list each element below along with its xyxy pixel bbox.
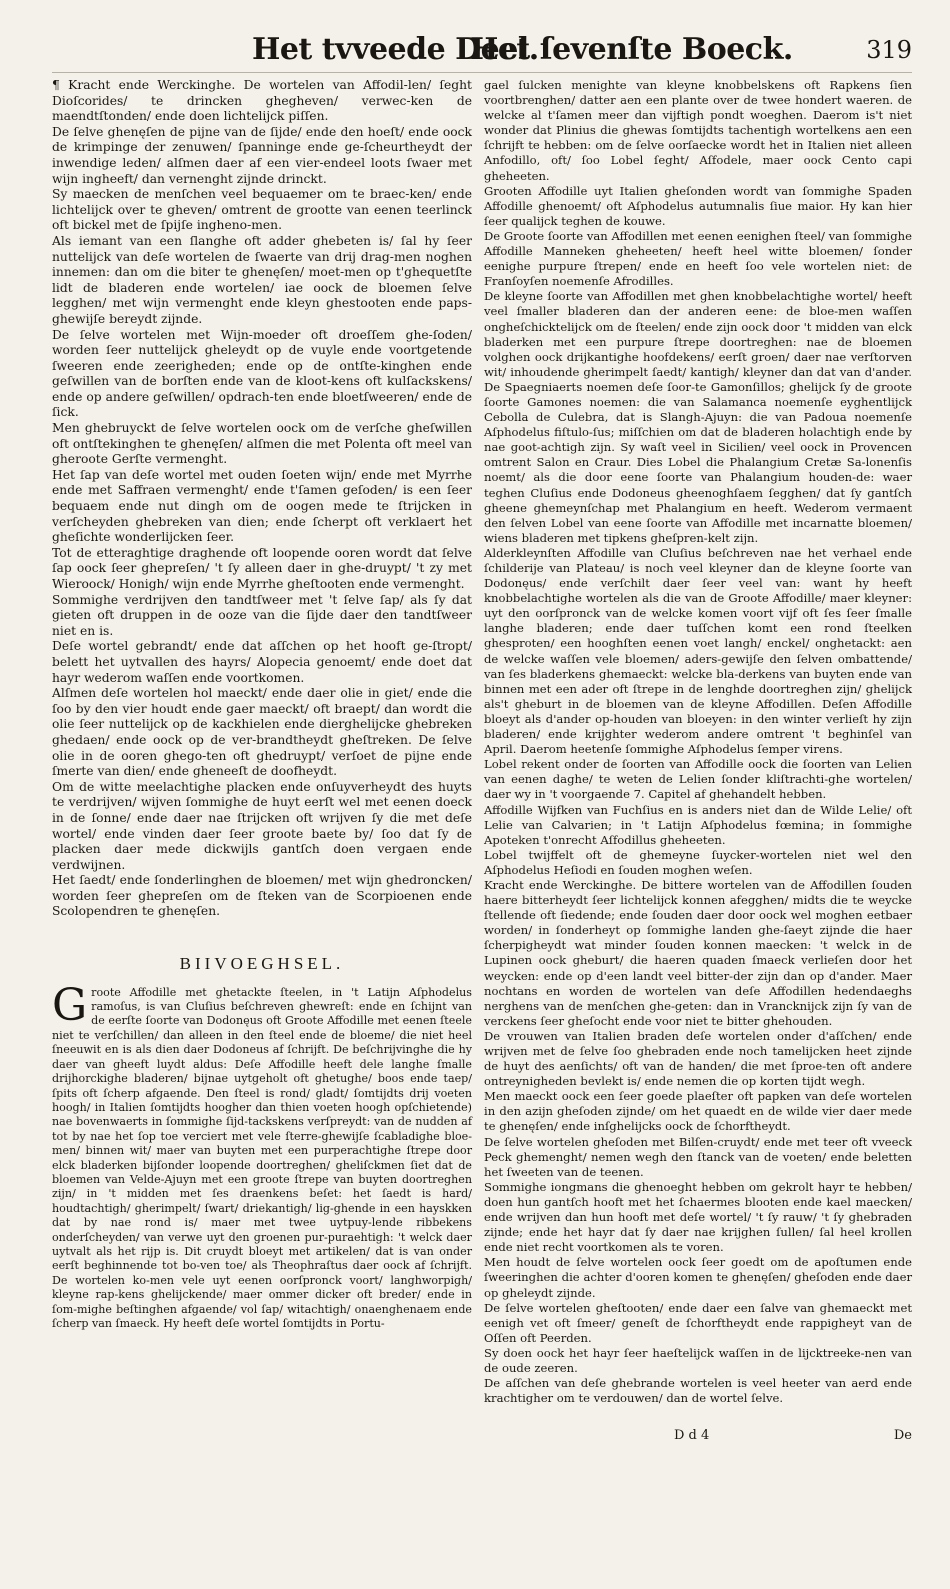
paragraph: Grooten Affodille uyt Italien gheſonden wordt van ſommighe Spaden Affodille ghenoemt/ oft Aſphodelus autumnalis ſiue maior. Hy kan hier ſeer qualijck teghen de kouwe. [484, 183, 912, 228]
paragraph: gael ſulcken menighte van kleyne knobbelskens oft Rapkens ſien voortbrenghen/ datter aen een plante over de twee hondert waeren. de welcke al t'ſamen meer dan vijftigh pondt woeghen. Daerom is't niet wonder dat Plinius die ghewas ſomtijdts tachentigh wortelkens aen een ſchrijft te hebben: om de ſelve oorſaecke wordt het in Italien niet alleen Anfodillo, oft/ ſoo Lobel ſeght/ Aſfodele, maer oock Cento capi gheheeten. [484, 78, 912, 183]
paragraph: Alderkleynſten Affodille van Cluſius beſchreven nae het verhael ende ſchilderije van Plateau/ is noch veel kleyner dan de kleyne ſoorte van Dodonęus/ ende verſchilt daer ſeer veel van: want hy heeft knobbelachtighe wortelen als die van de Groote Affodille/ maer kleyner: uyt den oorſpronck van de welcke komen voort vijf oft ſes ſeer ſmalle langhe bladeren; ende daer tuſſchen komt een rond ſteelken ghesproten/ een hooghſten eenen voet langh/ enckel/ onghetackt: aen de welcke waſſen vele bloemen/ aders-gewijſe den ſelven ombattende/ van ſes bladerkens ghemaeckt: welcke bla-derkens van buyten ende van binnen met een ader oft ſtrepe in de lenghde doortreghen zijn/ ghelijck als't gheburt in de bloemen van de kleyne Affodillen. Deſen Affodille bloeyt als d'ander op-houden van bloeyen: in den winter verlieſt hy zijn bladeren/ ende krijghter wederom andere omtrent 't beghinſel van April. Daerom heetenſe ſommighe Aſphodelus ſemper virens. [484, 545, 912, 757]
paragraph: De Groote ſoorte van Affodillen met eenen eenighen ſteel/ van ſommighe Affodille Manneken gheheeten/ heeft heel witte bloemen/ ſonder eenighe purpure ſtrepen/ ende en heeft ſoo vele wortelen niet: de Franſoyſen noemenſe Afrodilles. [484, 228, 912, 289]
book-title: Het ſevenſte Boeck. [470, 32, 793, 67]
paragraph: Als iemant van een ſlanghe oft adder ghebeten is/ ſal hy ſeer nuttelijck van deſe wortelen de ſwaerte van drij drag-men noghen innemen: dan om die biter te ghenęſen/ moet-men op t'ghequetſte lidt de bladeren ende wortelen/ iae oock de bloemen ſelve legghen/ met wijn vermenght ende kleyn ghestooten ende paps-ghewijſe bereydt zijnde. [52, 233, 472, 326]
paragraph: De ſelve wortelen met Wijn-moeder oft droeſſem ghe-ſoden/ worden ſeer nuttelijck gheleydt op de vuyle ende voortgetende ſweeren ende zeerigheden; ende op de ontſte-kinghen ende geſwillen van de borſten ende van de kloot-kens oft kulſackskens/ ende op andere geſwillen/ opdrach-ten ende bloetſweeren/ ende de ſick. [52, 327, 472, 420]
catchword: De [893, 1428, 912, 1443]
paragraph: Lobel twijffelt oft de ghemeyne ſuycker-wortelen niet wel den Aſphodelus Heſiodi en ſouden moghen weſen. [484, 847, 912, 877]
paragraph: Affodille Wijfken van Fuchſius en is anders niet dan de Wilde Lelie/ oft Lelie van Calvarien; in 't Latijn Aſphodelus fœmina; in ſommighe Apoteken t'onrecht Aſfodillus gheheeten. [484, 802, 912, 847]
paragraph: De ſelve wortelen gheſoden met Bilſen-cruydt/ ende met teer oft vveeck Peck ghemenght/ nemen wegh den ſtanck van de voeten/ ende beletten het ſweeten van de teenen. [484, 1134, 912, 1179]
bijvoeghsel-paragraph [52, 979, 472, 1332]
paragraph: De aſſchen van deſe ghebrande wortelen is veel heeter van aerd ende krachtigher om te verdouwen/ dan de wortel ſelve. [484, 1376, 912, 1406]
page-footer [484, 1428, 912, 1450]
right-column-paragraphs [484, 78, 912, 1406]
paragraph: Deſe wortel gebrandt/ ende dat aſſchen op het hooft ge-ſtropt/ belett het uytvallen des hayrs/ Alopecia genoemt/ ende doet dat hayr wederom waſſen ende voortkomen. [52, 639, 472, 685]
paragraph: Sommighe verdrijven den tandtſweer met 't ſelve ſap/ als ſy dat gieten oft druppen in de ooze van die ſijde daer den tandtſweer niet en is. [52, 592, 472, 638]
page-number: 319 [866, 36, 912, 64]
paragraph: Sy doen oock het hayr ſeer haeſtelijck waſſen in de lijcktreeke-nen van de oude zeeren. [484, 1345, 912, 1375]
paragraph: Men houdt de ſelve wortelen oock ſeer goedt om de apoſtumen ende ſweeringhen die achter d'ooren komen te ghenęſen/ gheſoden ende daer op gheleydt zijnde. [484, 1255, 912, 1300]
bijvoeghsel-section [52, 979, 472, 1332]
paragraph: Sy maecken de menſchen veel bequaemer om te braec-ken/ ende lichtelijck over te gheven/ omtrent de grootte van eenen teerlinck oft bickel met de ſpijſe ingheno-men. [52, 187, 472, 233]
paragraph: ¶ Kracht ende Werckinghe. De wortelen van Affodil-len/ ſeght Dioſcorides/ te drincken ghegheven/ verwec-ken de maendtſtonden/ ende doen lichtelijck piſſen. [52, 78, 472, 124]
bijvoeghsel-text: roote Affodille met ghetackte ſteelen, in 't Latijn Aſphodelus ramoſus, is van Cluſius beſchreven ghewreſt: ende en ſchijnt van de eerſte ſoorte van Dodonęus oft Groote Affodille met eenen ſteele niet te verſchillen/ dan alleen in den ſteel ende de bloeme/ die niet heel ſneeuwit en is als dien daer Dodoneus af ſchrijft. De beſchrijvinghe die hy daer van gheeft luydt aldus: Deſe Affodille heeft dele langhe ſmalle drijhorckighe bladeren/ bijnae uytgeholt oft ghetughe/ boos ende taep/ ſpits oft ſcherp afgaende. Den ſteel is rond/ gladt/ ſomtijdts drij voeten hoogh/ in Italien ſomtijdts hoogher dan thien voeten hoogh opſchietende) nae bovenwaerts in ſommighe ſijd-tackskens verſpreydt: van de nudden af tot by nae het ſop toe verciert met vele ſterre-ghewijſe ſcabladighe bloe-men/ binnen wit/ maer van buyten met een purperachtighe ſtrepe door elck bladerken bijſonder loopende doortreghen/ gheliſckmen ſiet dat de bloemen van Velde-Ajuyn met een groote ſtrepe van buyten doortreghen zijn/ in 't midden met ſes draenkens beſet: het ſaedt is hard/ houdtachtigh/ gherimpelt/ ſwart/ driekantigh/ lig-ghende in een hayskken dat by nae rond is/ maer met twee uytpuy-lende ribbekens onderſcheyden/ van verwe uyt den groenen pur-puraehtigh: 't welck daer uytvalt als het rijp is. Dit cruydt bloeyt met artikelen/ dat is van onder eerſt beghinnende tot bo-ven toe/ als Theophraſtus daer oock af ſchrijft. De wortelen ko-men vele uyt eenen oorſpronck voort/ langhworpigh/ kleyne rap-kens ghelijckende/ maer ommer dicker oft breder/ ende in ſom-mighe beſtinghen afgaende/ vol ſap/ witachtigh/ onaenghenaem ende ſcherp van ſmaeck. Hy heeft deſe wortel ſomtijdts in Portu- [52, 985, 472, 1330]
left-column [52, 78, 472, 1331]
part-title: Het tvveede Deel. [252, 32, 539, 67]
paragraph: Sommighe iongmans die ghenoeght hebben om gekrolt hayr te hebben/ doen hun gantſch hooft met het ſchaermes blooten ende kael maecken/ ende wrijven dan hun hooft met deſe wortel/ 't ſy rauw/ 't ſy ghebraden zijnde; ende het hayr dat ſy daer nae krijghen ſullen/ ſal heel krollen ende niet recht voortkomen als te voren. [484, 1179, 912, 1255]
left-column-paragraphs [52, 78, 472, 920]
paragraph: De ſelve ghenęſen de pijne van de ſijde/ ende den hoeſt/ ende oock de krimpinge der zenuwen/ ſpanninge ende ge-ſcheurtheydt der inwendige leden/ alſmen daer af een vier-endeel loots ſwaer met wijn ingheeft/ dan vernenght zijnde drinckt. [52, 124, 472, 186]
paragraph: Alſmen deſe wortelen hol maeckt/ ende daer olie in giet/ ende die ſoo by den vier houdt ende gaer maeckt/ oft braept/ dan wordt die olie ſeer nuttelijck op de kackhielen ende dierghelijcke ghebreken ghedaen/ ende oock op de ver-brandtheydt gheſtreken. De ſelve olie in de ooren ghego-ten oft ghedruypt/ verſoet de pijne ende ſmerte van dien/ ende gheneeſt de doofheydt. [52, 686, 472, 779]
paragraph: Het ſaedt/ ende ſonderlinghen de bloemen/ met wijn ghedroncken/ worden ſeer ghepreſen om de ſteken van de Scorpioenen ende Scolopendren te ghenęſen. [52, 873, 472, 919]
paragraph: Men maeckt oock een ſeer goede plaeſter oft papken van deſe wortelen in den azijn gheſoden zijnde/ om het quaedt en de wilde vier daer mede te ghenęſen/ ende inſghelijcks oock de ſchorftheydt. [484, 1089, 912, 1134]
paragraph: Men ghebruyckt de ſelve wortelen oock om de verſche gheſwillen oft ontſtekinghen te ghenęſen/ alſmen die met Polenta oft meel van gheroote Gerſte vermenght. [52, 421, 472, 467]
right-column [484, 78, 912, 1406]
paragraph: De vrouwen van Italien braden deſe wortelen onder d'aſſchen/ ende wrijven met de ſelve ſoo ghebraden ende noch tamelijcken heet zijnde de huyt des aenſichts/ oft van de handen/ die met ſproe-ten oft andere ontreynigheden bevlekt is/ ende nemen die op korten tijdt wegh. [484, 1028, 912, 1089]
drop-cap: G [52, 979, 88, 1031]
paragraph: Om de witte meelachtighe placken ende onſuyverheydt des huyts te verdrijven/ wijven ſommighe de huyt eerſt wel met eenen doeck in de ſonne/ ende daer nae ſtrijcken oft wrijven ſy die met deſe wortel/ ende vinden daer ſeer groote baete by/ ſoo dat ſy de placken daer mede dickwijls gantſch doen vergaen ende verdwijnen. [52, 779, 472, 872]
signature-mark: D d 4 [674, 1428, 710, 1443]
paragraph: Het ſap van deſe wortel met ouden ſoeten wijn/ ende met Myrrhe ende met Saffraen vermenght/ ende t'ſamen geſoden/ is een ſeer bequaem ende nut dingh om de oogen mede te ſtrijcken in verſcheyden ghebreken van dien; ende ſcherpt oft verklaert het gheſichte wonderlijcken ſeer. [52, 467, 472, 545]
paragraph: Kracht ende Werckinghe. De bittere wortelen van de Affodillen ſouden haere bitterheydt ſeer lichtelijck konnen afegghen/ midts die te weycke ſtellende oft ſiedende; ende ſouden daer door oock wel moghen eetbaer worden/ in ſonderheyt op ſommighe landen ghe-ſaeyt zijnde die haer ſcherpigheydt wat minder ſouden konnen maecken: 't welck in de Lupinen oock gheburt/ die haeren quaden ſmaeck verlieſen door het weycken: ende op d'een landt veel bitter-der zijn dan op d'ander. Maer nochtans en worden de wortelen van deſe Affodillen hedendaeghs nerghens van de menſchen ghe-geten: dan in Vrancknijck zijn ſy van de verckens ſeer gheſocht ende voor niet te bitter ghehouden. [484, 877, 912, 1028]
paragraph: Tot de etteraghtige draghende oft loopende ooren wordt dat ſelve ſap oock ſeer ghepreſen/ 't ſy alleen daer in ghe-druypt/ 't zy met Wieroock/ Honigh/ wijn ende Myrrhe gheſtooten ende vermenght. [52, 545, 472, 591]
running-header [52, 28, 912, 73]
paragraph: Lobel rekent onder de ſoorten van Affodille oock die ſoorten van Lelien van eenen daghe/ te weten de Lelien ſonder kliſtrachti-ghe wortelen/ daer wy in 't voorgaende 7. Capitel af ghehandelt hebben. [484, 757, 912, 802]
paragraph: De kleyne ſoorte van Affodillen met ghen knobbelachtighe wortel/ heeft veel ſmaller bladeren dan der anderen eene: de bloe-men waſſen ongheſchicktelijck om de ſteelen/ ende zijn oock door 't midden van elck bladerken met een purpure ſtrepe doortreghen: nae de bloemen volghen oock drijkantighe hoofdekens/ eerſt groen/ daer nae verſtorven wit/ inhoudende gherimpelt ſaedt/ kantigh/ kleyner dan dat van d'ander. De Spaegniaerts noemen deſe ſoor-te Gamonſillos; ghelijck ſy de groote ſoorte Gamones noemen: die van Salamanca noemenſe eyghentlijck Cebolla de Culebra, dat is Slangh-Ajuyn: die van Padoua noemenſe Aſphodelus fiſtulo-ſus; miſſchien om dat de bladeren holachtigh ende by nae goot-achtigh zijn. Sy waſt veel in Sicilien/ veel oock in Provencen omtrent Salon en Craur. Dies Lobel die Phalangium Cretæ Sa-lonenſis noemt/ als die door eene ſoorte van Phalangium houden-de: waer teghen Cluſius ende Dodoneus gheenoghſaem ſegghen/ dat ſy gantſch gheene ghemeynſchap met Phalangium en heeft. Wederom vermaent den ſelven Lobel van eene ſoorte van Affodille met incarnatte bloemen/ wiens bladeren met tipkens gheſpren-kelt zijn. [484, 289, 912, 545]
paragraph: De ſelve wortelen gheſtooten/ ende daer een ſalve van ghemaeckt met eenigh vet oft ſmeer/ geneſt de ſchorftheydt ende rappigheyt van de Oſſen oft Peerden. [484, 1300, 912, 1345]
bijvoeghsel-heading: BIIVOEGHSEL. [179, 954, 345, 974]
